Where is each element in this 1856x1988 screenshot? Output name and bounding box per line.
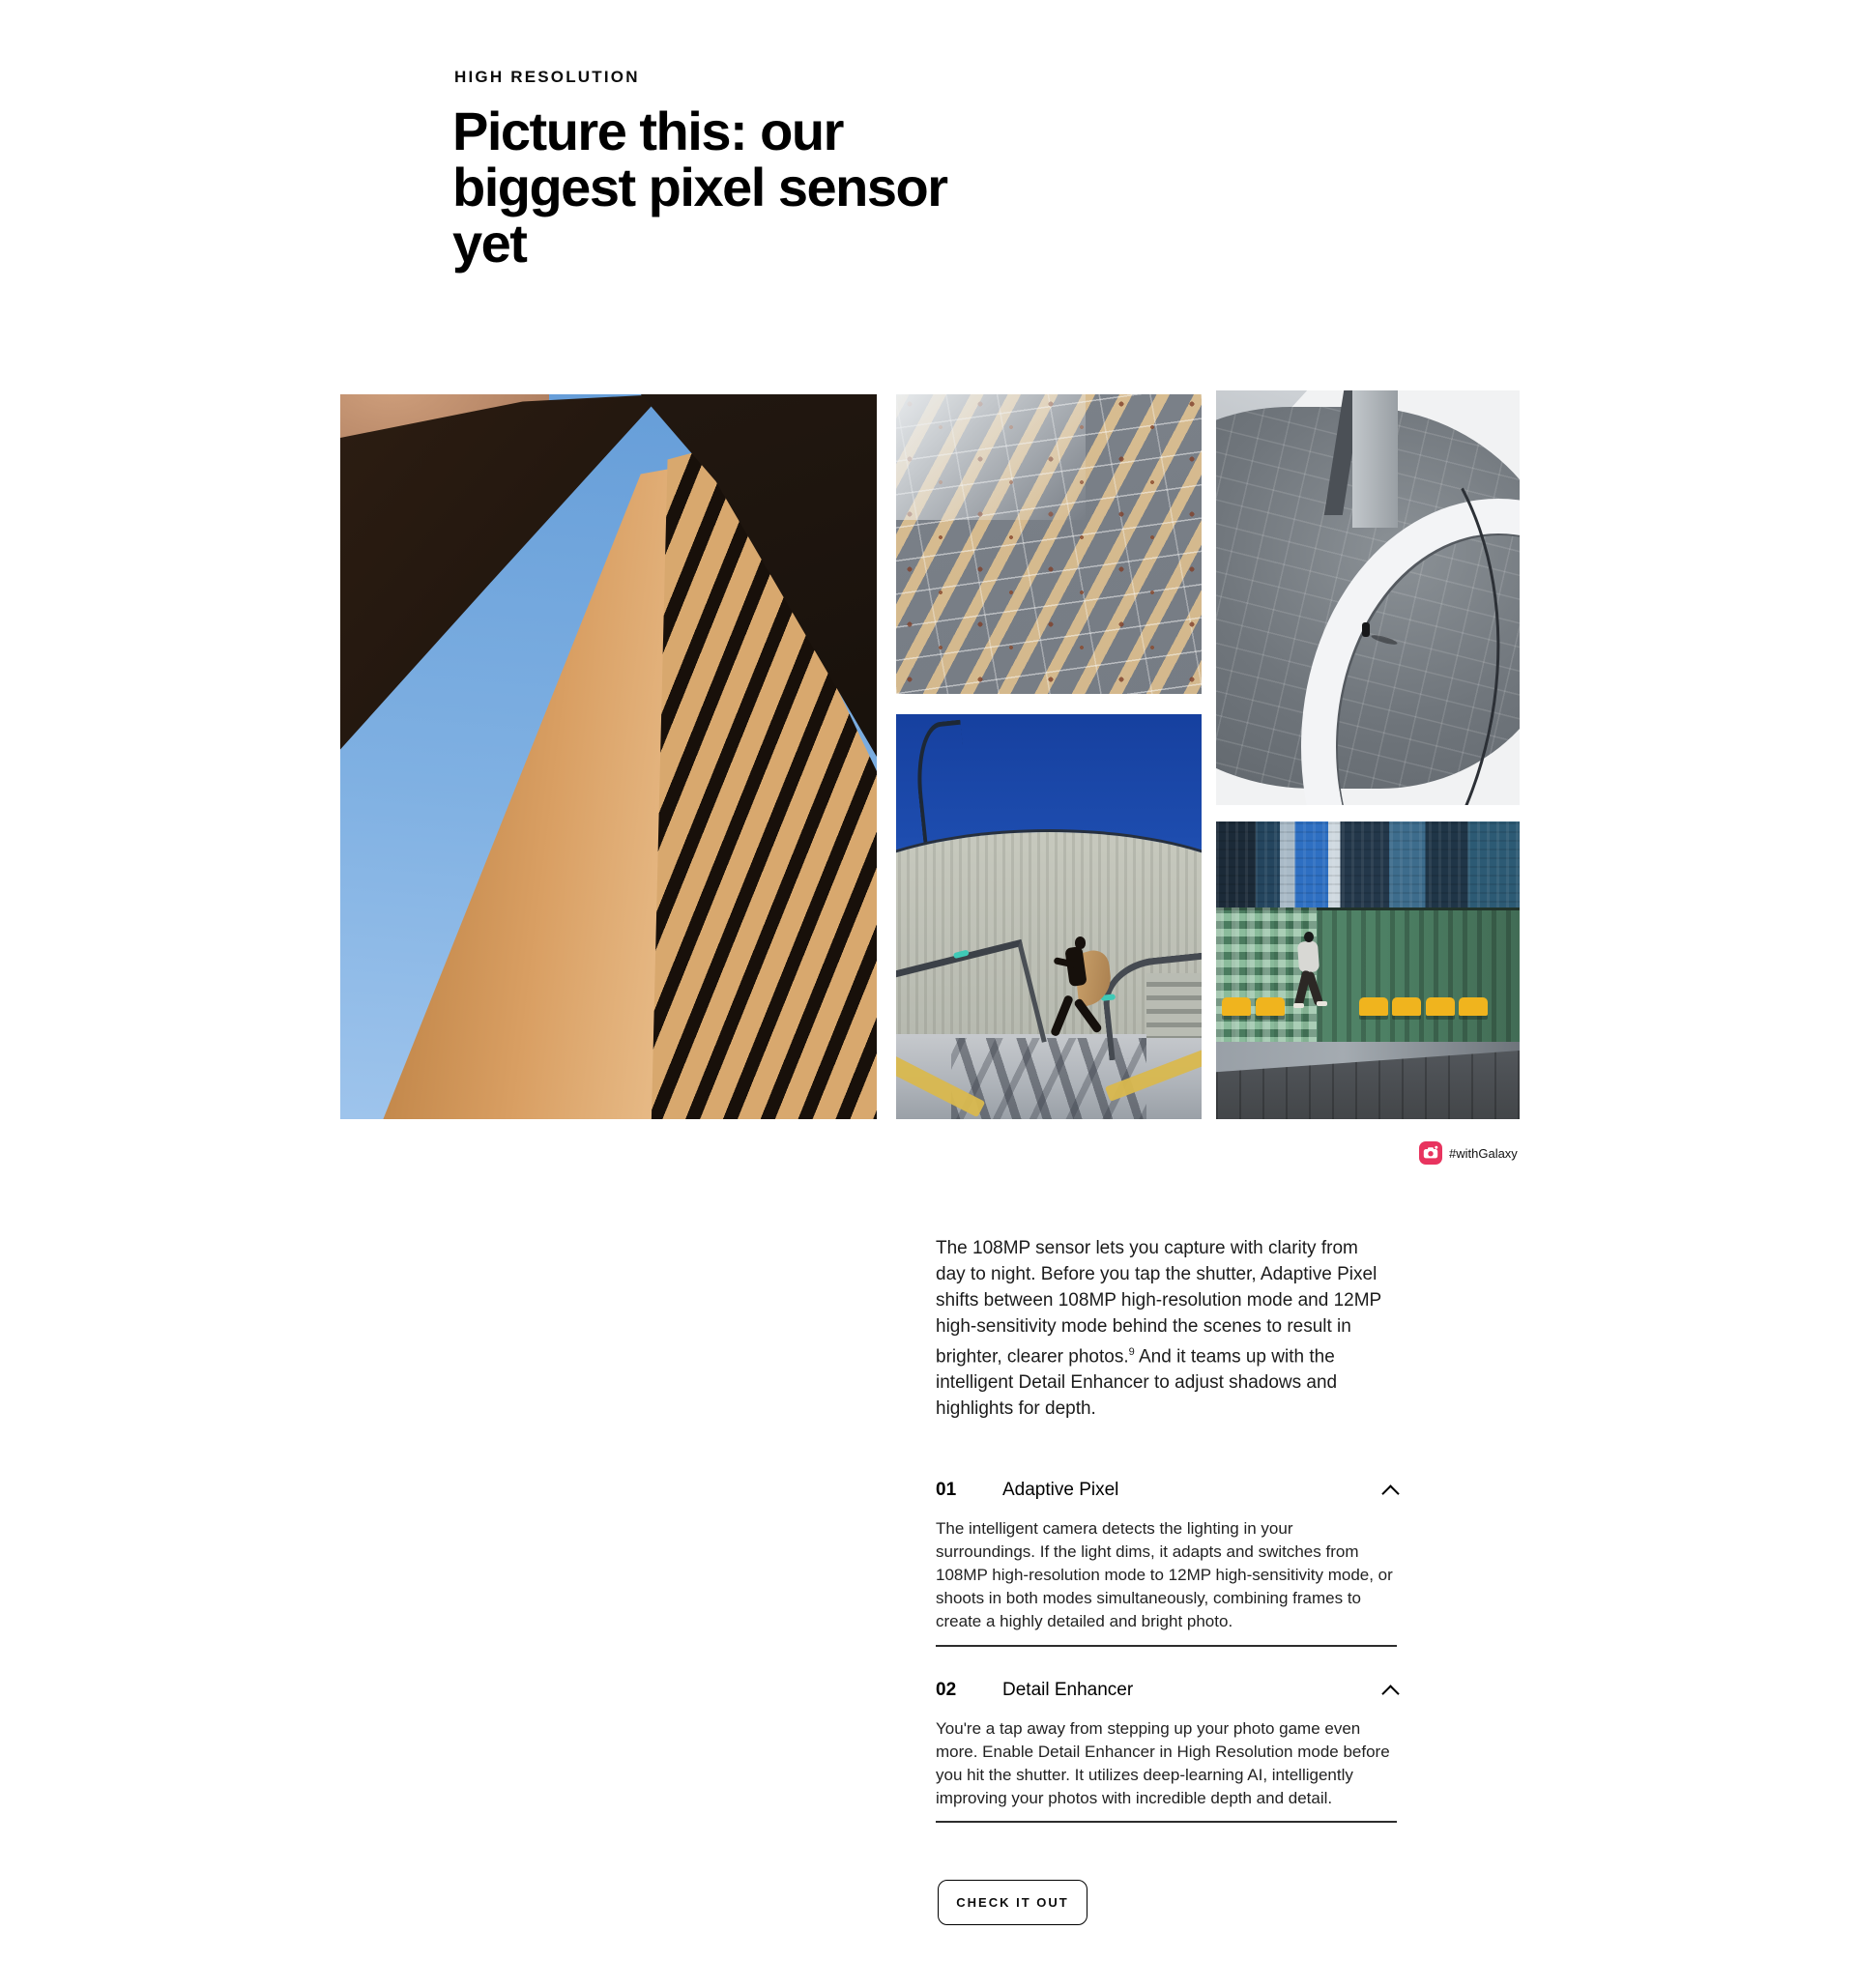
yellow-seat (1222, 997, 1251, 1016)
yellow-seat (1426, 997, 1455, 1016)
camera-icon (1419, 1141, 1442, 1165)
accordion-body-adaptive-pixel: The intelligent camera detects the lighting in your surroundings. If the light dims, it adapts and switches from 108MP high-resolution mode to 12MP high-sensitivity mode, or shoots in both modes simultaneously, combining frames to create a highly detailed and bright photo. (936, 1519, 1393, 1630)
check-it-out-button[interactable]: CHECK IT OUT (938, 1880, 1088, 1925)
footnote-marker: 9 (1128, 1346, 1135, 1358)
accordion-body-detail-enhancer: You're a tap away from stepping up your photo game even more. Enable Detail Enhancer in High Resolution mode before you hit the shutter. It utilizes deep-learning AI, intelligently improving your photos with incredible depth and detail. (936, 1719, 1390, 1807)
chevron-up-icon[interactable] (1381, 1484, 1399, 1502)
section-title (452, 103, 947, 272)
chevron-up-icon[interactable] (1381, 1685, 1399, 1702)
accordion-number: 02 (936, 1680, 957, 1700)
title-line-1: Picture this: our (452, 101, 843, 161)
accordion-header-adaptive-pixel[interactable] (936, 1479, 1397, 1502)
intro-text-continued: And it teams up with the intelligent Detail Enhancer to adjust shadows and highlights for depth. (936, 1346, 1338, 1420)
person-silhouette (1289, 932, 1333, 1038)
accordion-title: Adaptive Pixel (1002, 1480, 1119, 1500)
title-line-2: biggest pixel sensor (452, 157, 947, 217)
yellow-seat (1256, 997, 1285, 1016)
withgalaxy-badge[interactable] (1419, 1141, 1518, 1165)
accordion-title: Detail Enhancer (1002, 1680, 1134, 1700)
photo-green-containers (1216, 821, 1520, 1119)
yellow-seat (1392, 997, 1421, 1016)
photo4-pillar (1352, 390, 1398, 528)
photo-courtyard-overhead (1216, 390, 1520, 805)
title-line-3: yet (452, 213, 527, 274)
photo-curved-building-walker (896, 714, 1202, 1119)
withgalaxy-label: #withGalaxy (1449, 1145, 1518, 1161)
yellow-seat (1459, 997, 1488, 1016)
section-eyebrow: HIGH RESOLUTION (454, 68, 640, 86)
divider (936, 1645, 1397, 1647)
accordion-header-detail-enhancer[interactable] (936, 1679, 1397, 1702)
yellow-seat (1359, 997, 1388, 1016)
photo2-light-corner (896, 394, 1086, 520)
person-silhouette (1362, 622, 1370, 637)
intro-paragraph (936, 1235, 1388, 1422)
person-silhouette (1049, 936, 1132, 1043)
photo-plaza-shadows (896, 394, 1202, 694)
divider (936, 1821, 1397, 1823)
photo-tower-slats (340, 394, 877, 1119)
intro-text: The 108MP sensor lets you capture with clarity from day to night. Before you tap the shutter, Adaptive Pixel shifts between 108MP high-resolution mode and 12MP high-sensitivity mode behind the scenes to result in brighter, clearer photos. (936, 1238, 1381, 1368)
accordion-number: 01 (936, 1480, 957, 1500)
